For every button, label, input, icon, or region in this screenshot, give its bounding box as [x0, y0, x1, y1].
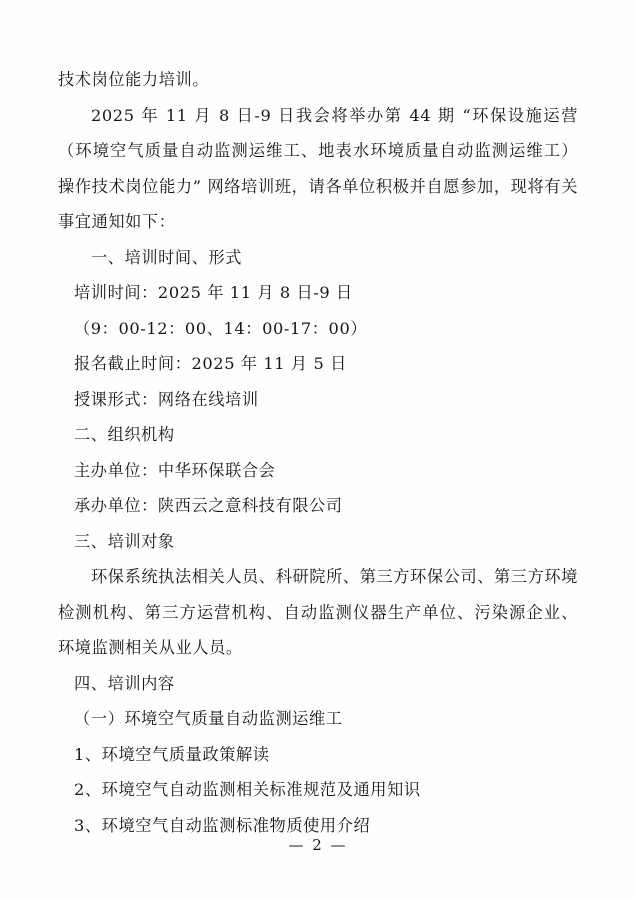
list-item: 2、环境空气自动监测相关标准规范及通用知识 [74, 780, 421, 799]
paragraph: 环保系统执法相关人员、科研院所、第三方环保公司、第三方环境检测机构、第三方运营机构、自动监测仪器生产单位、污染源企业、环境监测相关从业人员。 [58, 567, 578, 657]
paragraph: 主办单位：中华环保联合会 [74, 460, 276, 480]
section-heading-1: 一、培训时间、形式 [91, 247, 243, 267]
paragraph: （9：00-12：00、14：00-17：00） [74, 318, 368, 338]
paragraph: 培训时间：2025 年 11 月 8 日-9 日 [74, 283, 353, 302]
paragraph: 技术岗位能力培训。 [58, 70, 210, 89]
section-heading-3: 三、培训对象 [74, 531, 175, 551]
section-heading-4: 四、培训内容 [74, 673, 175, 693]
section-heading-2: 二、组织机构 [74, 425, 175, 444]
document-body [58, 62, 578, 843]
list-item: 3、环境空气自动监测标准物质使用介绍 [74, 815, 371, 835]
paragraph: 承办单位：陕西云之意科技有限公司 [74, 496, 343, 515]
page-number: — 2 — [288, 836, 348, 854]
paragraph: 2025 年 11 月 8 日-9 日我会将举办第 44 期 “环保设施运营（环境空气质量自动监测运维工、地表水环境质量自动监测运维工）操作技术岗位能力” 网络培训班，请各单位积极并自愿参加，现将有关事宜通知如下： [58, 105, 578, 231]
list-item: 1、环境空气质量政策解读 [74, 744, 270, 764]
subsection-heading: （一）环境空气质量自动监测运维工 [74, 709, 343, 728]
paragraph: 报名截止时间：2025 年 11 月 5 日 [74, 354, 347, 373]
paragraph: 授课形式：网络在线培训 [74, 389, 259, 409]
